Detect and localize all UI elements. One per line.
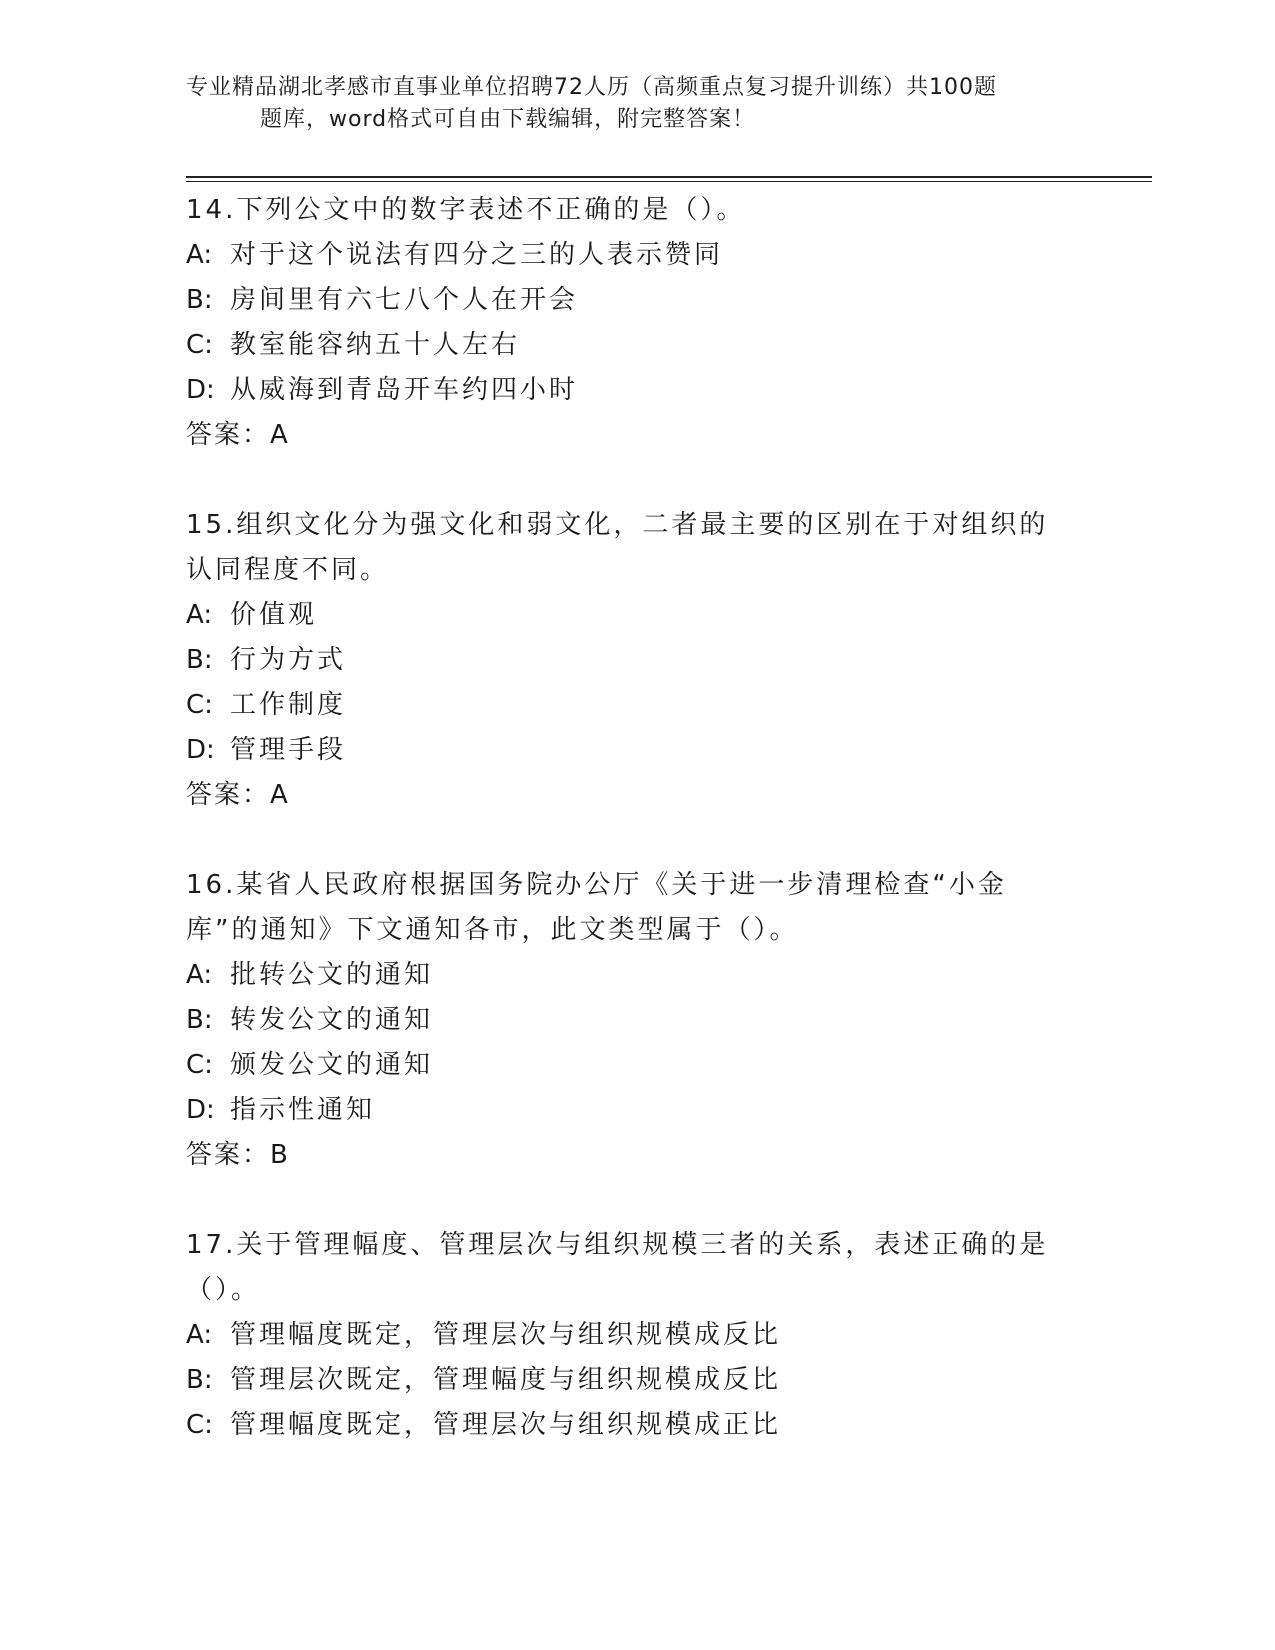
option-letter: A: [186, 240, 213, 270]
question-14 [186, 188, 1076, 458]
option-letter: C: [186, 330, 213, 360]
header-divider-thick [186, 176, 1152, 178]
option-text: 管理幅度既定，管理层次与组织规模成正比 [230, 1410, 782, 1440]
page-header [186, 72, 1076, 136]
option-text: 教室能容纳五十人左右 [230, 330, 521, 360]
option-c [186, 323, 1076, 368]
option-letter: D: [186, 375, 215, 405]
answer-value: B [270, 1140, 288, 1170]
answer-line [186, 1133, 1076, 1178]
option-d [186, 1088, 1076, 1133]
question-stem: 17.关于管理幅度、管理层次与组织规模三者的关系，表述正确的是（）。 [186, 1230, 1049, 1305]
option-c [186, 1403, 1076, 1448]
option-text: 指示性通知 [230, 1095, 376, 1125]
option-letter: A: [186, 960, 213, 990]
option-text: 颁发公文的通知 [230, 1050, 434, 1080]
answer-label: 答案： [186, 780, 271, 810]
option-letter: C: [186, 1050, 213, 1080]
option-c [186, 1043, 1076, 1088]
option-letter: D: [186, 1095, 215, 1125]
option-a [186, 1313, 1076, 1358]
question-16 [186, 863, 1076, 1178]
option-letter: A: [186, 1320, 213, 1350]
answer-label: 答案： [186, 420, 271, 450]
option-b [186, 638, 1076, 683]
option-text: 管理手段 [230, 735, 347, 765]
question-15 [186, 503, 1076, 818]
option-letter: C: [186, 1410, 213, 1440]
option-text: 从威海到青岛开车约四小时 [230, 375, 579, 405]
answer-line [186, 413, 1076, 458]
option-letter: C: [186, 690, 213, 720]
header-divider-thin [186, 181, 1152, 182]
answer-value: A [270, 780, 288, 810]
option-letter: A: [186, 600, 213, 630]
option-text: 工作制度 [230, 690, 347, 720]
option-text: 房间里有六七八个人在开会 [230, 285, 579, 315]
answer-label: 答案： [186, 1140, 271, 1170]
header-title-line-2: 题库，word格式可自由下载编辑，附完整答案！ [260, 107, 756, 132]
option-letter: B: [186, 285, 213, 315]
option-text: 价值观 [230, 600, 318, 630]
option-a [186, 593, 1076, 638]
header-title-line-1: 专业精品湖北孝感市直事业单位招聘72人历（高频重点复习提升训练）共100题 [186, 75, 997, 100]
option-text: 对于这个说法有四分之三的人表示赞同 [230, 240, 724, 270]
option-letter: D: [186, 735, 215, 765]
question-stem: 16.某省人民政府根据国务院办公厅《关于进一步清理检查“小金库”的通知》下文通知各市，此文类型属于（）。 [186, 870, 1007, 945]
option-text: 行为方式 [230, 645, 347, 675]
option-b [186, 278, 1076, 323]
answer-value: A [270, 420, 288, 450]
option-text: 管理幅度既定，管理层次与组织规模成反比 [230, 1320, 782, 1350]
question-17 [186, 1223, 1076, 1448]
option-c [186, 683, 1076, 728]
question-list [186, 188, 1076, 1448]
option-b [186, 1358, 1076, 1403]
option-letter: B: [186, 1365, 213, 1395]
option-letter: B: [186, 1005, 213, 1035]
question-stem: 14.下列公文中的数字表述不正确的是（）。 [186, 195, 746, 225]
answer-line [186, 773, 1076, 818]
option-a [186, 233, 1076, 278]
question-stem: 15.组织文化分为强文化和弱文化，二者最主要的区别在于对组织的认同程度不同。 [186, 510, 1049, 585]
option-text: 转发公文的通知 [230, 1005, 434, 1035]
option-d [186, 368, 1076, 413]
option-letter: B: [186, 645, 213, 675]
option-text: 批转公文的通知 [230, 960, 434, 990]
option-a [186, 953, 1076, 998]
option-text: 管理层次既定，管理幅度与组织规模成反比 [230, 1365, 782, 1395]
option-b [186, 998, 1076, 1043]
option-d [186, 728, 1076, 773]
